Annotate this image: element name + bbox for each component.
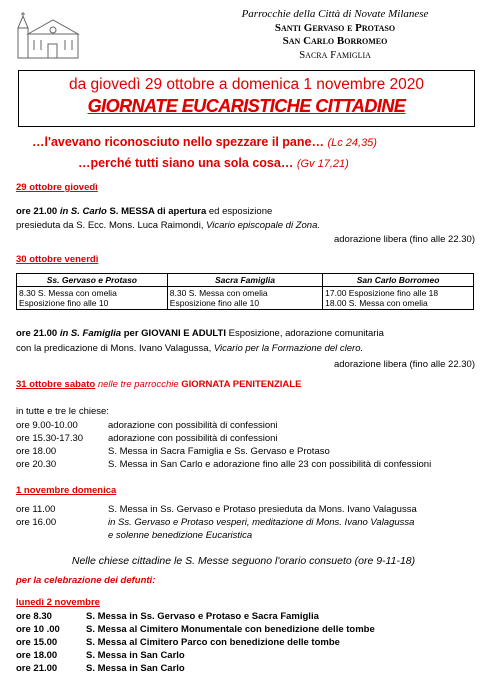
list-item	[16, 529, 417, 542]
table-cell	[17, 287, 168, 310]
item-text: S. Messa in San Carlo e adorazione fino alle 23 con possibilità di confessioni	[108, 459, 432, 470]
day2-rest: Esposizione, adorazione comunitaria	[228, 328, 384, 339]
item-time: ore 8.30	[16, 611, 52, 622]
header-line-4: Sacra Famiglia	[299, 48, 371, 61]
item-text: in Ss. Gervaso e Protaso vesperi, meditazione di Mons. Ivano Valagussa	[108, 517, 415, 528]
item-text: S. Messa in Ss. Gervaso e Protaso presieduta da Mons. Ivano Valagussa	[108, 504, 417, 515]
item-time: ore 15.00	[16, 637, 58, 648]
table-cell-text: 8.30 S. Messa con omelia	[19, 288, 117, 298]
list-item	[16, 432, 431, 445]
day1-adoration: adorazione libera (fino alle 22.30)	[333, 234, 475, 245]
day1-presider: presieduta da S. Ecc. Mons. Luca Raimondi,	[16, 220, 204, 231]
banner-dates: da giovedì 29 ottobre a domenica 1 novembre 2020	[68, 76, 425, 93]
list-item	[16, 445, 431, 458]
day4-heading: 1 novembre domenica	[16, 485, 117, 496]
item-time: ore 9.00-10.00	[16, 420, 78, 431]
list-item	[16, 503, 417, 516]
day1-event: S. MESSA di apertura	[109, 206, 207, 217]
quote-2-text: …perché tutti siano una sola cosa…	[78, 156, 294, 170]
list-item	[16, 610, 375, 623]
day2-line2	[16, 342, 363, 355]
table-cell-text: Esposizione fino alle 10	[169, 298, 260, 308]
list-item	[16, 419, 431, 432]
item-text: S. Messa al Cimitero Monumentale con benedizione delle tombe	[86, 624, 375, 635]
item-text: S. Messa in San Carlo	[86, 650, 185, 661]
day3-header	[16, 378, 301, 391]
item-time: ore 15.30-17.30	[16, 433, 84, 444]
item-time: ore 20.30	[16, 459, 57, 470]
day1-place: in S. Carlo	[59, 206, 107, 217]
list-item	[16, 623, 375, 636]
table-header-1: Ss. Gervaso e Protaso	[17, 274, 168, 287]
day2-place: in S. Famiglia	[59, 328, 122, 339]
item-time: ore 21.00	[16, 663, 58, 674]
parish-header	[200, 8, 470, 62]
day1-line2	[16, 219, 320, 232]
masses-note: Nelle chiese cittadine le S. Messe seguono l'orario consueto (ore 9-11-18)	[71, 555, 416, 567]
quote-1-ref: (Lc 24,35)	[327, 137, 377, 149]
defunti-heading: per la celebrazione dei defunti:	[16, 575, 156, 586]
day1-heading: 29 ottobre giovedì	[16, 182, 98, 193]
table-cell-text: 18.00 S. Messa con omelia	[325, 298, 428, 308]
day1-main	[16, 205, 272, 218]
day2-adoration: adorazione libera (fino alle 22.30)	[333, 359, 475, 370]
table-cell-text: Esposizione fino alle 10	[19, 298, 109, 308]
item-time: ore 18.00	[16, 650, 58, 661]
event-banner	[18, 70, 475, 127]
banner-title: GIORNATE EUCARISTICHE CITTADINE	[87, 96, 406, 116]
item-text: S. Messa in San Carlo	[86, 663, 185, 674]
day2-preacher-role: Vicario per la Formazione del clero.	[213, 343, 364, 354]
table-cell-text: 8.30 S. Messa con omelia	[169, 288, 268, 298]
defunti-list	[16, 610, 375, 675]
day3-sub: nelle tre parrocchie	[97, 379, 179, 390]
defunti-day: lunedì 2 novembre	[16, 597, 100, 608]
day3-heading: 31 ottobre sabato	[16, 379, 96, 390]
table-header-3: San Carlo Borromeo	[323, 274, 474, 287]
day2-time: ore 21.00	[16, 328, 58, 339]
item-text: S. Messa in Sacra Famiglia e Ss. Gervaso e Protaso	[108, 446, 330, 457]
list-item	[16, 636, 375, 649]
list-item	[16, 516, 417, 529]
table-cell	[167, 287, 322, 310]
list-item	[16, 662, 375, 675]
day3-title: GIORNATA PENITENZIALE	[181, 379, 302, 390]
day2-main	[16, 327, 384, 340]
quote-2-ref: (Gv 17,21)	[296, 158, 349, 170]
list-item	[16, 649, 375, 662]
item-time: ore 16.00	[16, 517, 57, 528]
day2-event: GIOVANI E ADULTI	[141, 328, 226, 339]
item-time: ore 10 .00	[16, 624, 60, 635]
item-text: S. Messa in Ss. Gervaso e Protaso e Sacra Famiglia	[86, 611, 319, 622]
day3-list	[16, 419, 431, 471]
table-cell	[323, 287, 474, 310]
item-text: S. Messa al Cimitero Parco con benedizione delle tombe	[86, 637, 340, 648]
church-logo	[14, 8, 84, 60]
day4-list	[16, 503, 417, 542]
item-time: ore 18.00	[16, 446, 57, 457]
table-header-2: Sacra Famiglia	[167, 274, 322, 287]
day2-preacher: con la predicazione di Mons. Ivano Valagussa,	[16, 343, 212, 354]
quote-1	[32, 135, 377, 149]
item-time: ore 11.00	[16, 504, 56, 515]
day1-presider-role: Vicario episcopale di Zona.	[206, 220, 321, 231]
table-cell-text: 17.00 Esposizione fino alle 18	[325, 288, 439, 298]
item-text: adorazione con possibilità di confessioni	[108, 433, 278, 444]
day2-heading: 30 ottobre venerdì	[16, 254, 99, 265]
day2-schedule-table	[16, 273, 474, 310]
item-text: e solenne benedizione Eucaristica	[108, 530, 253, 541]
header-line-2: Santi Gervaso e Protaso	[274, 21, 396, 34]
list-item	[16, 458, 431, 471]
day1-time: ore 21.00	[16, 206, 58, 217]
header-line-3: San Carlo Borromeo	[282, 35, 388, 47]
header-line-1: Parrocchie della Città di Novate Milanese	[241, 8, 429, 20]
quote-1-text: …l'avevano riconosciuto nello spezzare il pane…	[32, 135, 324, 149]
quote-2	[78, 156, 349, 170]
day2-for: per	[123, 328, 139, 339]
day1-rest: ed esposizione	[208, 206, 273, 217]
item-text: adorazione con possibilità di confessioni	[108, 420, 278, 431]
day3-intro: in tutte e tre le chiese:	[16, 406, 109, 417]
